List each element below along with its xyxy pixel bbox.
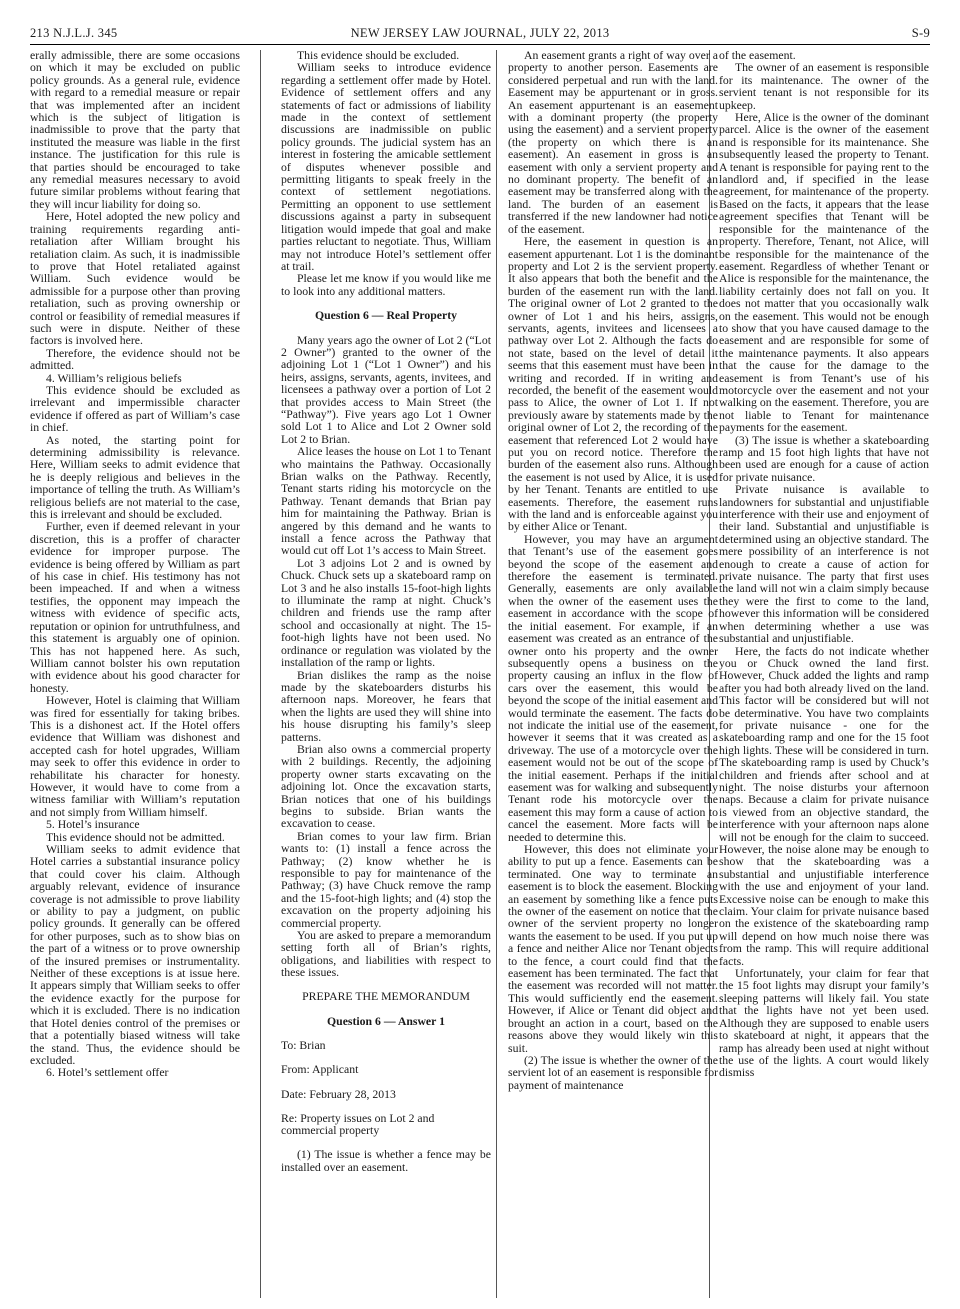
memo-re: Re: Property issues on Lot 2 and commercial property bbox=[281, 1111, 435, 1138]
column-rule bbox=[260, 50, 261, 1298]
paragraph: You are asked to prepare a memorandum setting forth all of Brian’s rights, obligations, and liabilities with respect to these issues. bbox=[281, 929, 491, 980]
prepare-instruction: PREPARE THE MEMORANDUM bbox=[302, 990, 470, 1004]
paragraph: Please let me know if you would like me to look into any additional matters. bbox=[281, 272, 491, 298]
paragraph: This evidence should not be admitted. bbox=[46, 830, 225, 844]
paragraph: Alice leases the house on Lot 1 to Tenant who maintains the Pathway. Occasionally Brian walks on the Pathway. Recently, Tenant starts riding his motorcycle on the Pathway. Tenant demands that Brian pay him for maintaining the Pathway. Brian is angered by this demand and he wants to install a fence across the Pathway that would cut off Lot 1’s access to Main Street. bbox=[281, 445, 491, 558]
paragraph: Brian also owns a commercial property with 2 buildings. Recently, the adjoining property owner starts excavating on the adjoining lot. Once the excavation starts, Brian notices that one of his buildings begins to subside. Brian wants the excavation to cease. bbox=[281, 742, 491, 831]
column-3 bbox=[508, 50, 718, 1298]
paragraph: Brian comes to your law firm. Brian wants to: (1) install a fence across the Pathway; (2) know whether he is responsible to pay for maintenance of the Pathway; (3) have Chuck remove the ramp and the 15-foot-high lights; and (4) stop the excavation on the property adjoining his commercial property. bbox=[281, 829, 491, 930]
page-header bbox=[30, 24, 930, 45]
section-label: 5. Hotel’s insurance bbox=[46, 818, 140, 832]
paragraph: Many years ago the owner of Lot 2 (“Lot 2 Owner”) granted to the owner of the adjoining Lot 1 (“Lot 1 Owner”) and his heirs, assigns, servants, agents, invitees, and licensees a pathway over a portion of Lot 2 that provides access to Main Street (the “Pathway”). Five years ago Lot 1 Owner sold Lot 1 to Alice and Lot 2 Owner sold Lot 2 to Brian. bbox=[281, 333, 491, 446]
memo-date: Date: February 28, 2013 bbox=[281, 1087, 396, 1101]
paragraph: Here, the facts do not indicate whether you or Chuck owned the land first. However, Chuck added the lights and ramp after you had both already lived on the land. This factor will be considered but will not be determinative. You have two complaints for private nuisance - one for the skateboarding ramp and one for the 15 foot high lights. These will be considered in turn. The skateboarding ramp is used by Chuck’s children and friends after school and at night. The noise disturbs your afternoon naps. Because a claim for private nuisance is viewed from an objective standard, the interference with your afternoon naps alone will not be enough for the claim to succeed. However, the noise alone may be enough to show that the skateboarding was a substantial and unjustifiable interference with the use and enjoyment of your land. Excessive noise can be enough to make this claim. Your claim for private nuisance based on the existence of the skateboarding ramp will depend on how much noise there was from the ramp. This will require additional facts. bbox=[719, 644, 929, 968]
paragraph: However, this does not eliminate your ability to put up a fence. Easements can be terminated. One way to terminate an easement is to block the easement. Blocking an easement by something like a fence puts the owner of the easement on notice that the owner of the servient property no longer wants the easement to be used. If you put up a fence and neither Alice nor Tenant objects to the fence, a court could find that the easement has been terminated. The fact that the easement was recorded will not matter. This would sufficiently end the easement. However, if Alice or Tenant did object and brought an action in a court, based on the reasons above they would likely win this suit. bbox=[508, 843, 718, 1055]
paragraph: Therefore, the evidence should not be admitted. bbox=[30, 346, 240, 373]
paragraph: This evidence should be excluded. bbox=[297, 50, 460, 62]
article-columns bbox=[30, 50, 933, 1298]
publication-title: NEW JERSEY LAW JOURNAL, JULY 22, 2013 bbox=[350, 26, 610, 40]
paragraph: (1) The issue is whether a fence may be installed over an easement. bbox=[281, 1148, 491, 1174]
paragraph: of the easement. bbox=[719, 50, 796, 62]
memo-to: To: Brian bbox=[281, 1039, 326, 1053]
paragraph: Private nuisance is available to landowners for substantial and unjustifiable interference with their use and enjoyment of their land. Substantial and unjustifiable is determined using an objective standard. The mere possibility of an interference is not enough to create a cause of action for private nuisance. The party that first uses the land will not win a claim simply because they were the first to come to the land, however this information will be considered when determining whether a use was substantial and unjustifiable. bbox=[719, 483, 929, 646]
page-number: S-9 bbox=[911, 26, 930, 40]
paragraph: Here, Alice is the owner of the dominant parcel. Alice is the owner of the easement and is responsible for its maintenance. She subsequently leased the property to Tenant. A tenant is responsible for paying rent to the landlord and, if specified in the lease agreement, for maintenance of the property. Based on the facts, it appears that the lease agreement specifies that Tenant will be responsible for the maintenance of the property. Therefore, Tenant, not Alice, will be responsible for the maintenance of the easement. Regardless of whether Tenant or Alice is responsible for the maintenance, the liability certainly does not fall on you. It does not matter that you occasionally walk on the easement. This would not be enough to show that you have caused damage to the easement and are responsible for some of the maintenance payments. It also appears that the cause for the damage to the easement is from Tenant’s use of his motorcycle over the easement and not your walking on the easement. Therefore, you are not liable to Tenant for maintenance payments for the easement. bbox=[719, 111, 929, 435]
column-1 bbox=[30, 50, 240, 1298]
answer-heading: Question 6 — Answer 1 bbox=[327, 1014, 445, 1028]
paragraph: (3) The issue is whether a skateboarding ramp and 15 foot high lights that have not been used are enough for a cause of action for private nuisance. bbox=[719, 433, 929, 484]
column-2 bbox=[281, 50, 491, 1298]
paragraph: Unfortunately, your claim for fear that the 15 foot lights may disrupt your family’s sleeping patterns will likely fail. You state that the lights have not yet been used. Although they are supposed to enable users to skateboard at night, it appears that the ramp has already been used at night without the use of the lights. A court would likely dismiss bbox=[719, 967, 929, 1080]
paragraph: Brian dislikes the ramp as the noise made by the skateboarders disturbs his afternoon naps. Moreover, he fears that when the lights are used they will shine into his house disrupting his family’s sleep patterns. bbox=[281, 668, 491, 744]
paragraph: Here, Hotel adopted the new policy and training requirements regarding anti-retaliation after William brought his retaliation claim. As such, it is inadmissible to prove that Hotel retaliated against William. Such evidence would be admissible for a purpose other than proving retaliation, such as proving ownership or control or feasibility of remedial measures if such were in dispute. Neither of these factors is involved here. bbox=[30, 210, 240, 348]
paragraph: William seeks to introduce evidence regarding a settlement offer made by Hotel. Evidence of settlement offers and any statements of fact or admissions of liability made in the context of settlement discussions are inadmissible on public policy grounds. The judicial system has an interest in fostering the amicable settlement of disputes whenever possible and permitting litigants to speak freely in the context of settlement negotiations. Permitting an opponent to use settlement discussions against a party in subsequent litigation would impede that goal and make parties reluctant to negotiate. Thus, William may not introduce Hotel’s settlement offer at trail. bbox=[281, 61, 491, 273]
paragraph: Further, even if deemed relevant in your discretion, this is a proffer of character evidence for improper purpose. The evidence is being offered by William as part of his case in chief. His testimony has not been impeached. If and when a witness testifies, the opponent may impeach the witness with evidence of specific acts, reputation or opinion for untruthfulness, and this statement is arguably one of opinion. This has not happened here. As such, William cannot bolster his own reputation with evidence about his good character for honesty. bbox=[30, 520, 240, 695]
paragraph: erally admissible, there are some occasions on which it may be excluded on public policy grounds. As a general rule, evidence with regard to a remedial measure or repair that was implemented after an incident which is the subject of litigation is inadmissible to prove that the party that instituted the measure was liable in the first instance. The justification for this rule is that parties should be encouraged to take any remedial measures necessary to avoid future similar problems without fearing that they will incur liability for doing so. bbox=[30, 50, 240, 211]
paragraph: This evidence should be excluded as irrelevant and impermissible character evidence if offered as part of William’s case in chief. bbox=[30, 383, 240, 435]
column-rule bbox=[496, 50, 497, 1298]
memo-from: From: Applicant bbox=[281, 1063, 359, 1077]
section-label: 4. William’s religious beliefs bbox=[46, 371, 182, 385]
section-label: 6. Hotel’s settlement offer bbox=[46, 1066, 169, 1080]
paragraph: Here, the easement in question is an easement appurtenant. Lot 1 is the dominant property and Lot 2 is the servient property. It also appears that both the benefit and the burden of the easement run with the land. The original owner of Lot 2 granted to the owner of Lot 1 and his heirs, assigns, servants, agents, invitees and licensees a pathway over Lot 2. Although the facts do not state, based on the level of detail it seems that this easement must have been in writing and recorded. If in writing and recorded, the benefit of the easement would pass to Alice, the owner of Lot 1. If not previously aware by statements made by the original owner of Lot 2, the recording of the easement that referenced Lot 2 would have put you on record notice. Therefore the burden of the easement also runs. Although the easement is not used by Alice, it is used by her Tenant. Tenants are entitled to use easements. Therefore, the easement runs with the land and is enforceable against you by either Alice or Tenant. bbox=[508, 235, 718, 534]
paragraph: (2) The issue is whether the owner of the servient lot of an easement is responsible for payment of maintenance bbox=[508, 1053, 718, 1092]
question-heading: Question 6 — Real Property bbox=[314, 309, 458, 323]
journal-citation: 213 N.J.L.J. 345 bbox=[30, 26, 118, 40]
paragraph: An easement grants a right of way over a property to another person. Easements are considered perpetual and run with the land. Easement may be appurtenant or in gross. An easement appurtenant is an easement with a dominant property (the property using the easement) and a servient property (the property on which there is an easement). An easement in gross is an easement with only a servient property and no dominant property. The benefit of an easement may be transferred along with the land. The burden of an easement is transferred if the new landowner had notice of the easement. bbox=[508, 50, 718, 236]
paragraph: Lot 3 adjoins Lot 2 and is owned by Chuck. Chuck sets up a skateboard ramp on Lot 3 and he also installs 15-foot-high lights to illuminate the ramp at night. Chuck’s children and friends use the ramp after school and occasionally at night. The 15-foot-high lights have not been used. No ordinance or regulation was violated by the installation of the ramp or lights. bbox=[281, 556, 491, 670]
paragraph: The owner of an easement is responsible for its maintenance. The owner of the servient tenant is not responsible for its upkeep. bbox=[719, 61, 929, 112]
paragraph: However, Hotel is claiming that William was fired for essentially for taking bribes. This is a dishonest act. If the Hotel offers evidence that William was dishonest and accepted cash for hotel upgrades, William may seek to offer this evidence in order to rehabilitate his character for honesty. However, it would have to come from a witness familiar with William’s reputation and not simply from William himself. bbox=[30, 694, 240, 819]
paragraph: However, you may have an argument that Tenant’s use of the easement goes beyond the scope of the easement and therefore the easement is terminated. Generally, easements are only available when the owner of the easement uses the easement in accordance with the scope of the initial easement. For example, if an easement was created as an entrance of the owner onto his property and the owner subsequently opens a business on the property causing an influx in the flow of cars over the easement, this would be beyond the scope of the initial easement and would terminate the easement. The facts do not indicate the initial use of the easement, however it seems that it was created as a driveway. The use of a motorcycle over the easement would not be out of the scope of the initial easement. Perhaps if the initial easement was for walking and subsequently Tenant rode his motorcycle over the easement this may form a cause of action to cancel the easement. More facts will be needed to determine this. bbox=[508, 532, 718, 844]
paragraph: As noted, the starting point for determining admissibility is relevance. Here, William seeks to admit evidence that he is deeply religious and believes in the importance of telling the truth. As William’s religious beliefs are not material to the case, this is irrelevant and should be excluded. bbox=[30, 433, 240, 522]
column-4 bbox=[719, 50, 929, 1298]
paragraph: William seeks to admit evidence that Hotel carries a substantial insurance policy that could cover his claim. Although arguably relevant, evidence of insurance coverage is not admissible to prove liability or ability to pay a judgment, on public policy grounds. It generally can be offered for other purposes, such as to show bias on the part of a witness or to prove ownership of the insured premises or instrumentality. Neither of these exceptions is at issue here. It appears simply that William seeks to offer the evidence exactly for the purpose for which it is excluded. There is no indication that Hotel denies control of the premises or that a potentially biased witness will take the stand. Thus, the evidence should be excluded. bbox=[30, 843, 240, 1067]
